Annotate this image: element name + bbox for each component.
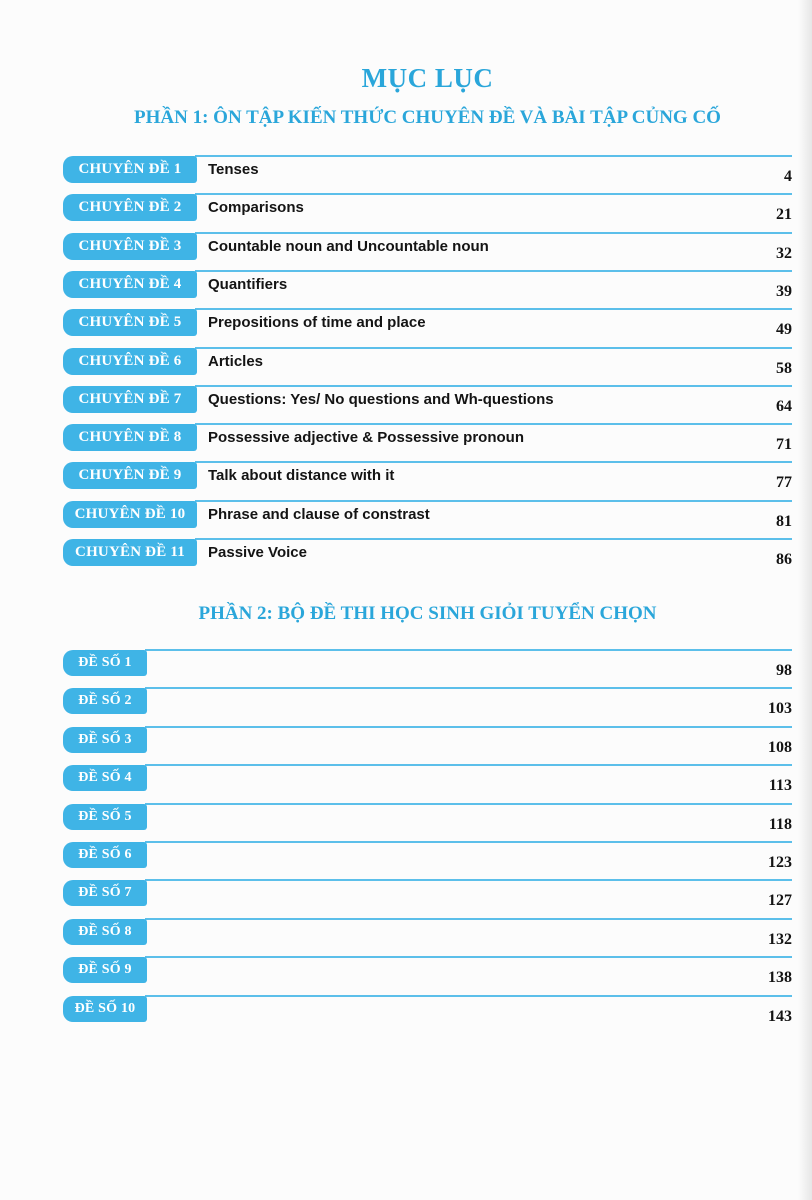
page-title: MỤC LỤC <box>361 63 494 93</box>
entry-badge: CHUYÊN ĐỀ 11 <box>63 539 197 566</box>
entry-page-number: 132 <box>768 930 792 948</box>
entry-badge: ĐỀ SỐ 7 <box>63 880 147 906</box>
entry-rule-line <box>145 879 792 881</box>
entry-page-number: 64 <box>776 397 792 415</box>
entry-page-number: 32 <box>776 244 792 262</box>
entry-page-number: 86 <box>776 551 792 568</box>
toc-entry <box>0 918 812 950</box>
entry-page-number: 49 <box>776 321 792 339</box>
entry-title: Quantifiers <box>208 275 288 293</box>
entry-badge: CHUYÊN ĐỀ 1 <box>63 156 197 183</box>
entry-title: Prepositions of time and place <box>208 314 426 332</box>
entry-title: Comparisons <box>208 199 304 217</box>
entry-rule-line <box>195 385 792 387</box>
entry-badge: ĐỀ SỐ 6 <box>63 842 147 868</box>
entry-badge: ĐỀ SỐ 3 <box>63 727 147 753</box>
entry-title: Passive Voice <box>208 544 307 561</box>
entry-rule-line <box>195 461 792 463</box>
part1-heading: PHẦN 1: ÔN TẬP KIẾN THỨC CHUYÊN ĐỀ VÀ BÀI TẬP CỦNG CỐ <box>134 107 721 128</box>
toc-entry <box>0 461 812 493</box>
entry-title: Articles <box>208 352 264 370</box>
entry-page-number: 39 <box>776 282 792 300</box>
toc-entry <box>0 308 812 340</box>
entry-page-number: 143 <box>768 1007 792 1025</box>
entry-rule-line <box>195 232 792 234</box>
entry-page-number: 4 <box>784 168 792 185</box>
toc-entry <box>0 193 812 225</box>
entry-rule-line <box>145 764 792 766</box>
entry-title: Talk about distance with it <box>208 467 395 485</box>
entry-badge: ĐỀ SỐ 5 <box>63 804 147 830</box>
entry-rule-line <box>145 726 792 728</box>
entry-badge: CHUYÊN ĐỀ 4 <box>63 271 197 298</box>
entry-rule-line <box>195 347 792 349</box>
entry-rule-line <box>195 423 792 425</box>
toc-entry <box>0 538 812 570</box>
entry-badge: CHUYÊN ĐỀ 2 <box>63 194 197 221</box>
toc-entry <box>0 687 812 719</box>
entry-rule-line <box>145 841 792 843</box>
entry-rule-line <box>195 193 792 195</box>
entry-rule-line <box>195 308 792 310</box>
entry-title: Phrase and clause of constrast <box>208 505 430 523</box>
entry-badge: CHUYÊN ĐỀ 10 <box>63 501 197 528</box>
entry-badge: ĐỀ SỐ 10 <box>63 996 147 1022</box>
entry-badge: CHUYÊN ĐỀ 3 <box>63 233 197 260</box>
toc-entry <box>0 232 812 264</box>
entry-page-number: 81 <box>776 512 792 530</box>
entry-page-number: 123 <box>768 854 792 871</box>
toc-entry <box>0 879 812 911</box>
entry-rule-line <box>195 155 792 157</box>
toc-entry <box>0 347 812 379</box>
entry-rule-line <box>145 995 792 997</box>
entry-badge: CHUYÊN ĐỀ 7 <box>63 386 197 413</box>
entry-badge: ĐỀ SỐ 8 <box>63 919 147 945</box>
entry-badge: ĐỀ SỐ 9 <box>63 957 147 983</box>
toc-entry <box>0 995 812 1027</box>
entry-rule-line <box>145 649 792 651</box>
part2-heading: PHẦN 2: BỘ ĐỀ THI HỌC SINH GIỎI TUYỂN CHỌN <box>198 603 657 624</box>
toc-entry <box>0 500 812 532</box>
entry-badge: CHUYÊN ĐỀ 8 <box>63 424 197 451</box>
entry-page-number: 21 <box>776 206 792 224</box>
toc-entry <box>0 649 812 681</box>
toc-entry <box>0 726 812 758</box>
toc-entry <box>0 956 812 988</box>
entry-rule-line <box>195 538 792 540</box>
toc-entry <box>0 270 812 302</box>
entry-page-number: 118 <box>768 815 792 833</box>
entry-page-number: 127 <box>768 892 792 910</box>
entry-page-number: 138 <box>768 969 792 987</box>
entry-badge: ĐỀ SỐ 4 <box>63 765 147 791</box>
entry-page-number: 58 <box>776 359 792 377</box>
entry-page-number: 108 <box>768 738 792 756</box>
entry-page-number: 77 <box>776 474 792 492</box>
entry-title: Tenses <box>208 161 259 178</box>
entry-page-number: 103 <box>768 700 792 718</box>
entry-page-number: 113 <box>768 777 792 795</box>
entry-rule-line <box>145 918 792 920</box>
entry-rule-line <box>195 500 792 502</box>
entry-rule-line <box>145 956 792 958</box>
entry-badge: ĐỀ SỐ 2 <box>63 688 147 714</box>
toc-entry <box>0 423 812 455</box>
entry-badge: CHUYÊN ĐỀ 5 <box>63 309 197 336</box>
entry-rule-line <box>195 270 792 272</box>
toc-entry <box>0 385 812 417</box>
entry-rule-line <box>145 803 792 805</box>
entry-title: Countable noun and Uncountable noun <box>208 237 489 255</box>
entry-title: Questions: Yes/ No questions and Wh-questions <box>208 390 554 408</box>
entry-page-number: 98 <box>776 662 792 679</box>
toc-entry <box>0 764 812 796</box>
toc-entry <box>0 155 812 187</box>
entry-rule-line <box>145 687 792 689</box>
toc-entry <box>0 841 812 873</box>
entry-title: Possessive adjective & Possessive pronoun <box>208 429 524 447</box>
entry-badge: CHUYÊN ĐỀ 6 <box>63 348 197 375</box>
entry-badge: ĐỀ SỐ 1 <box>63 650 147 676</box>
entry-badge: CHUYÊN ĐỀ 9 <box>63 462 197 489</box>
entry-page-number: 71 <box>776 436 792 454</box>
toc-entry <box>0 803 812 835</box>
